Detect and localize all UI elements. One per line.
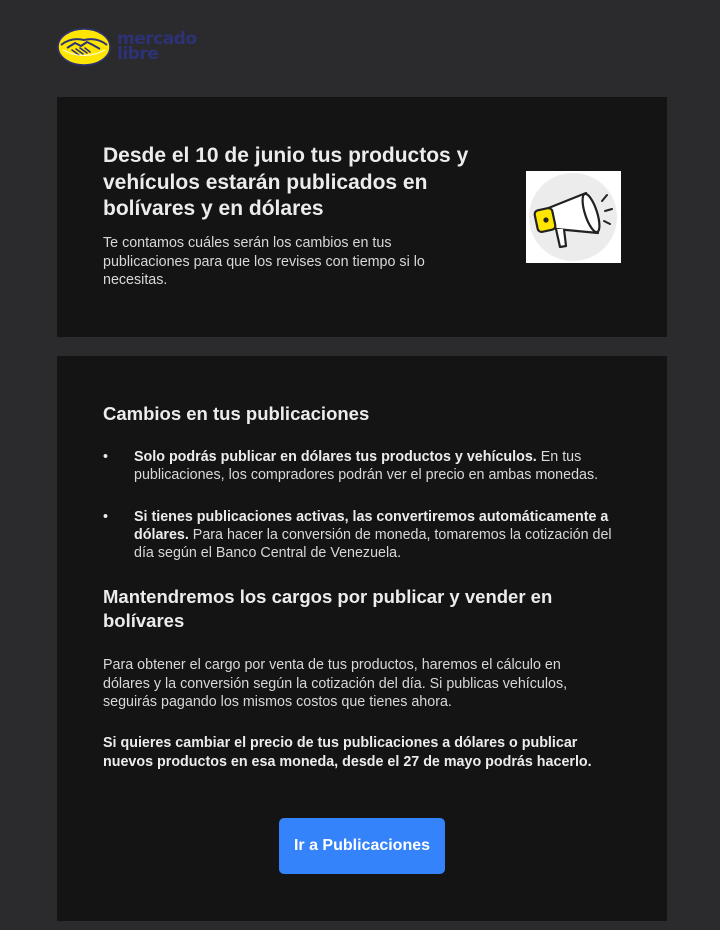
bullet-body-text: Para hacer la conversión de moneda, tomaremos la cotización del día según el Banco Central de Venezuela. — [134, 527, 612, 561]
logo-wordmark — [117, 29, 197, 64]
hero-title: Desde el 10 de junio tus productos y vehículos estarán publicados en bolívares y en dólares — [103, 144, 469, 220]
list-item — [103, 448, 623, 484]
fees-note: Si quieres cambiar el precio de tus publicaciones a dólares o publicar nuevos productos en esa moneda, desde el 27 de mayo podrás hacerlo. — [103, 735, 592, 770]
changes-heading: Cambios en tus publicaciones — [103, 403, 370, 424]
logo-line-2: libre — [117, 44, 159, 64]
fees-paragraph: Para obtener el cargo por venta de tus productos, haremos el cálculo en dólares y la conversión según la cotización del día. Si publicas vehículos, seguirás pagando los mismos costos que tienes ahora. — [103, 657, 568, 710]
megaphone-icon — [526, 171, 621, 263]
hero-image — [526, 171, 621, 263]
bullet-text — [134, 508, 623, 562]
details-card — [57, 356, 667, 921]
list-item — [103, 508, 623, 562]
logo-line-1: mercado — [117, 29, 197, 49]
handshake-logo-icon — [57, 28, 111, 66]
go-to-publications-button[interactable]: Ir a Publicaciones — [279, 818, 445, 874]
bullet-dot: • — [103, 509, 109, 525]
mercado-libre-logo[interactable] — [57, 27, 197, 67]
fees-heading: Mantendremos los cargos por publicar y vender en bolívares — [103, 586, 553, 631]
bullet-body-text: En tus publicaciones, los compradores podrán ver el precio en ambas monedas. — [134, 449, 599, 483]
bullet-bold-text: Si tienes publicaciones activas, las convertiremos automáticamente a dólares. — [134, 509, 609, 543]
bullet-text — [134, 448, 623, 484]
bullet-bold-text: Solo podrás publicar en dólares tus productos y vehículos. — [134, 449, 537, 465]
bullet-dot: • — [103, 449, 109, 465]
hero-subtitle: Te contamos cuáles serán los cambios en tus publicaciones para que los revises con tiempo si lo necesitas. — [103, 235, 425, 288]
hero-card — [57, 97, 667, 337]
